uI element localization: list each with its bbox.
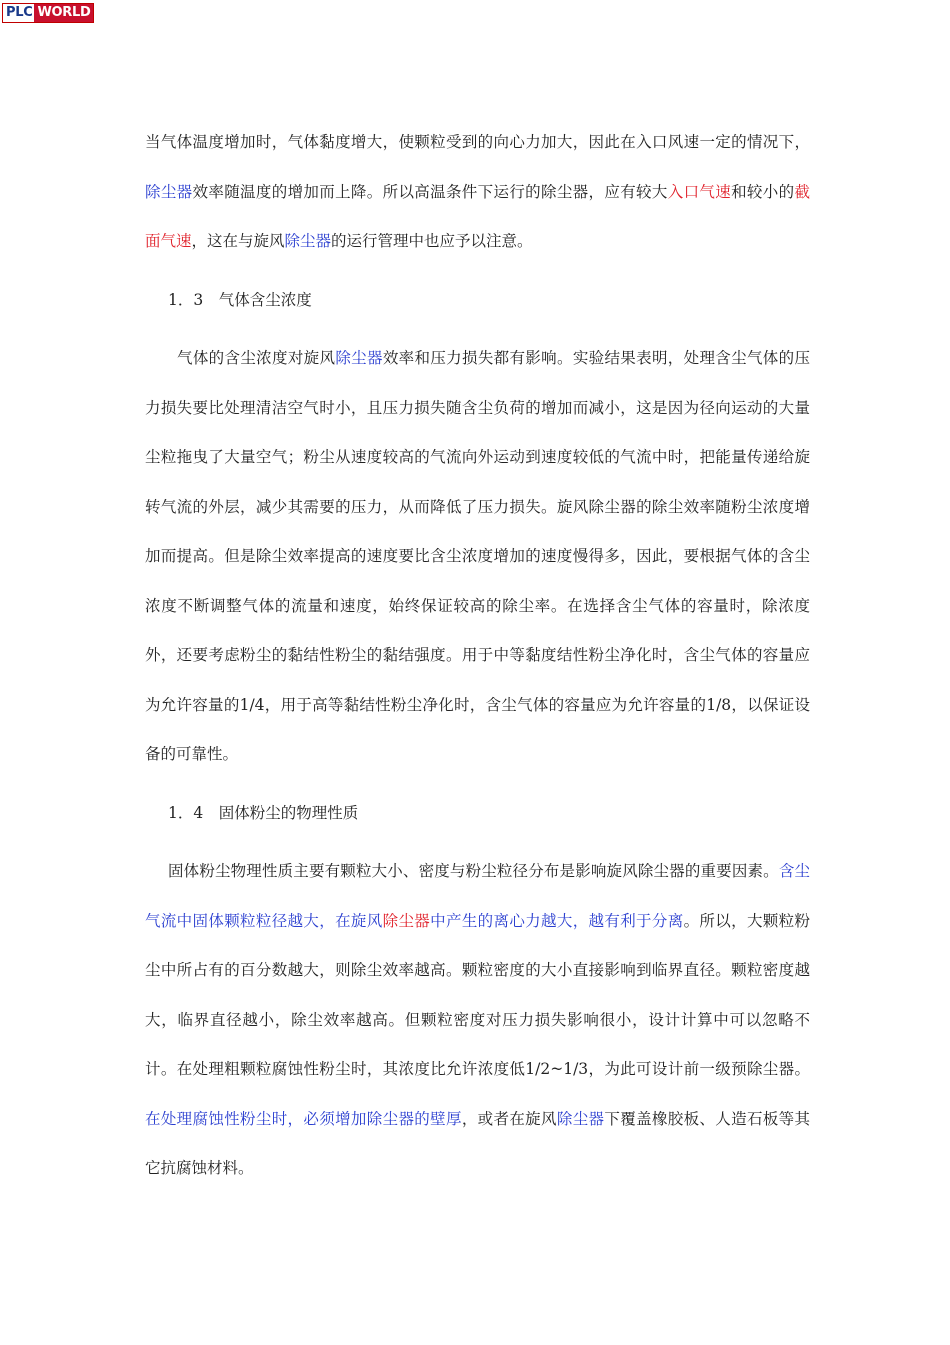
article-body: [145, 118, 810, 1194]
text-run: 和较小的: [731, 182, 795, 201]
text-run: 的运行管理中也应予以注意。: [331, 232, 533, 250]
text-run: ，这在与旋风: [191, 232, 285, 250]
link-dust-collector[interactable]: 除尘器: [145, 182, 193, 201]
link-section-velocity[interactable]: 截面气速: [145, 182, 810, 250]
link-inlet-velocity[interactable]: 入口气速: [667, 182, 732, 201]
text-run: 当气体温度增加时，气体黏度增大，使颗粒受到的向心力加大，因此在入口风速一定的情况下，: [145, 133, 810, 151]
text-run: 效率随温度的增加而上降。所以高温条件下运行的除尘器，应有较大: [192, 182, 668, 201]
paragraph-dust-concentration: [145, 334, 810, 780]
text-run: 效率和压力损失都有影响。实验结果表明，处理含尘气体的压力损失要比处理清洁空气时小，且压力损失随含尘负荷的增加而减小，这是因为径向运动的大量尘粒拖曳了大量空气；粉尘从速度较高的气流向外运动到速度较低的气流中时，把能量传递给旋转气流的外层，减少其需要的压力，从而降低了压力损失。旋风除尘器的除尘效率随粉尘浓度增加而提高。但是除尘效率提高的速度要比含尘浓度增加的速度慢得多，因此，要根据气体的含尘浓度不断调整气体的流量和速度，始终保证较高的除尘率。在选择含尘气体的容量时，除浓度外，还要考虑粉尘的黏结性粉尘的黏结强度。用于中等黏度结性粉尘净化时，含尘气体的容量应为允许容量的1/4，用于高等黏结性粉尘净化时，含尘气体的容量应为允许容量的1/8，以保证设备的可靠性。: [145, 349, 810, 763]
logo-plc-text: PLC: [3, 4, 34, 22]
link-dust-collector[interactable]: 除尘器: [382, 911, 431, 930]
section-heading-1-3: 1．3 气体含尘浓度: [168, 290, 312, 309]
paragraph-temperature: [145, 118, 810, 267]
paragraph-physical-properties: [145, 847, 810, 1194]
text-run: 固体粉尘物理性质主要有颗粒大小、密度与粉尘粒径分布是影响旋风除尘器的重要因素。: [168, 862, 779, 880]
text-run: 下覆盖橡胶板、人造石板等其它抗腐蚀材料。: [145, 1109, 810, 1177]
link-particle-size[interactable]: 含尘气流中固体颗粒粒径越大，在旋风: [145, 862, 810, 930]
link-wall-thickness[interactable]: 在处理腐蚀性粉尘时，必须增加除尘器的壁厚: [145, 1109, 462, 1128]
text-run: 气体的含尘浓度对旋风: [177, 349, 336, 367]
section-heading-1-4: 1．4 固体粉尘的物理性质: [168, 803, 359, 822]
logo-world-text: WORLD: [34, 4, 93, 22]
text-run: ，或者在旋风: [461, 1109, 557, 1128]
link-dust-collector[interactable]: 除尘器: [556, 1109, 605, 1128]
text-run: 。所以，大颗粒粉尘中所占有的百分数越大，则除尘效率越高。颗粒密度的大小直接影响到临界直径。颗粒密度越大，临界直径越小，除尘效率越高。但颗粒密度对压力损失影响很小，设计计算中可以忽略不计。在处理粗颗粒腐蚀性粉尘时，其浓度比允许浓度低1/2~1/3，为此可设计前一级预除尘器。: [145, 911, 810, 1078]
link-dust-collector[interactable]: 除尘器: [284, 232, 332, 250]
plcworld-logo[interactable]: [2, 3, 94, 23]
link-separation[interactable]: 中产生的离心力越大，越有利于分离: [430, 911, 684, 930]
link-dust-collector[interactable]: 除尘器: [335, 349, 383, 367]
